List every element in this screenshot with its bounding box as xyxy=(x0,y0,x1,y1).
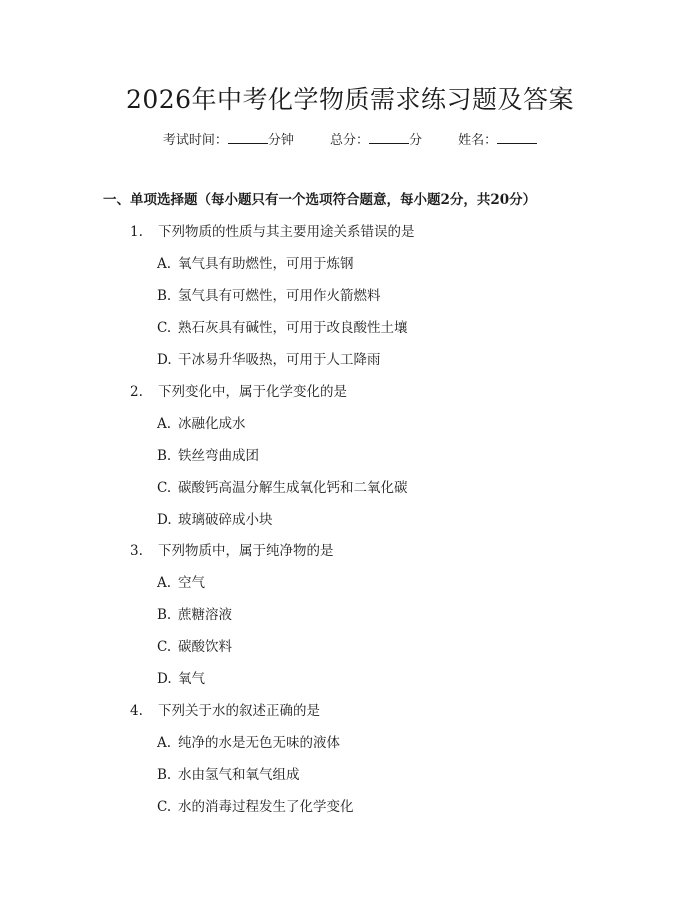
option-text: 碳酸饮料 xyxy=(178,639,232,655)
name-blank xyxy=(497,131,537,144)
option-letter: D. xyxy=(157,671,172,687)
option-letter: B. xyxy=(157,607,172,623)
question-2-option-c xyxy=(157,478,408,498)
option-letter: C. xyxy=(157,639,172,655)
question-3-option-b xyxy=(157,605,232,625)
option-letter: B. xyxy=(157,288,172,304)
exam-meta xyxy=(0,131,700,151)
question-2-option-d xyxy=(157,510,273,530)
option-letter: A. xyxy=(157,256,172,272)
option-letter: D. xyxy=(157,352,172,368)
question-2-option-b xyxy=(157,446,259,466)
exam-time-field xyxy=(163,131,294,151)
option-text: 纯净的水是无色无味的液体 xyxy=(178,735,340,751)
score-blank xyxy=(369,131,409,144)
option-letter: B. xyxy=(157,767,172,783)
option-letter: C. xyxy=(157,480,172,496)
option-letter: A. xyxy=(157,416,172,432)
score-unit: 分 xyxy=(409,133,423,148)
option-letter: B. xyxy=(157,448,172,464)
question-2 xyxy=(130,382,347,402)
name-field xyxy=(458,131,537,151)
option-text: 蔗糖溶液 xyxy=(178,607,232,623)
option-text: 冰融化成水 xyxy=(178,416,246,432)
time-label: 考试时间： xyxy=(162,133,228,148)
question-3 xyxy=(130,541,334,561)
option-text: 铁丝弯曲成团 xyxy=(178,448,259,464)
page-title: 2026年中考化学物质需求练习题及答案 xyxy=(125,85,575,114)
question-number: 1. xyxy=(130,224,143,240)
option-letter: A. xyxy=(157,575,172,591)
question-3-option-d xyxy=(157,669,205,689)
question-4-option-b xyxy=(157,765,300,785)
option-text: 碳酸钙高温分解生成氧化钙和二氧化碳 xyxy=(178,480,408,496)
question-text: 下列物质的性质与其主要用途关系错误的是 xyxy=(158,224,415,240)
score-label: 总分： xyxy=(329,133,369,148)
question-3-option-c xyxy=(157,637,232,657)
option-text: 熟石灰具有碱性，可用于改良酸性土壤 xyxy=(178,320,408,336)
question-2-option-a xyxy=(157,414,246,434)
option-text: 氧气 xyxy=(178,671,205,687)
option-letter: A. xyxy=(157,735,172,751)
option-text: 干冰易升华吸热，可用于人工降雨 xyxy=(178,352,381,368)
question-text: 下列变化中，属于化学变化的是 xyxy=(158,384,347,400)
question-1-option-b xyxy=(157,286,381,306)
question-4-option-a xyxy=(157,733,340,753)
time-blank xyxy=(228,131,268,144)
question-1-option-c xyxy=(157,318,408,338)
question-4-option-c xyxy=(157,797,354,817)
option-text: 水的消毒过程发生了化学变化 xyxy=(178,799,354,815)
question-1-option-d xyxy=(157,350,381,370)
question-text: 下列物质中，属于纯净物的是 xyxy=(158,543,334,559)
option-text: 氢气具有可燃性，可用作火箭燃料 xyxy=(178,288,381,304)
option-text: 水由氢气和氧气组成 xyxy=(178,767,300,783)
question-1-option-a xyxy=(157,254,354,274)
option-text: 玻璃破碎成小块 xyxy=(178,512,273,528)
name-label: 姓名： xyxy=(458,133,498,148)
option-text: 空气 xyxy=(178,575,205,591)
section-title: 一、单项选择题（每小题只有一个选项符合题意，每小题2分，共20分） xyxy=(103,192,537,208)
option-letter: C. xyxy=(157,320,172,336)
option-text: 氧气具有助燃性，可用于炼钢 xyxy=(178,256,354,272)
option-letter: C. xyxy=(157,799,172,815)
option-letter: D. xyxy=(157,512,172,528)
question-1 xyxy=(130,222,415,242)
question-number: 2. xyxy=(130,384,143,400)
question-number: 3. xyxy=(130,543,143,559)
question-text: 下列关于水的叙述正确的是 xyxy=(158,703,320,719)
question-number: 4. xyxy=(130,703,143,719)
score-field xyxy=(330,131,422,151)
time-unit: 分钟 xyxy=(267,133,294,148)
question-3-option-a xyxy=(157,573,205,593)
question-4 xyxy=(130,701,320,721)
